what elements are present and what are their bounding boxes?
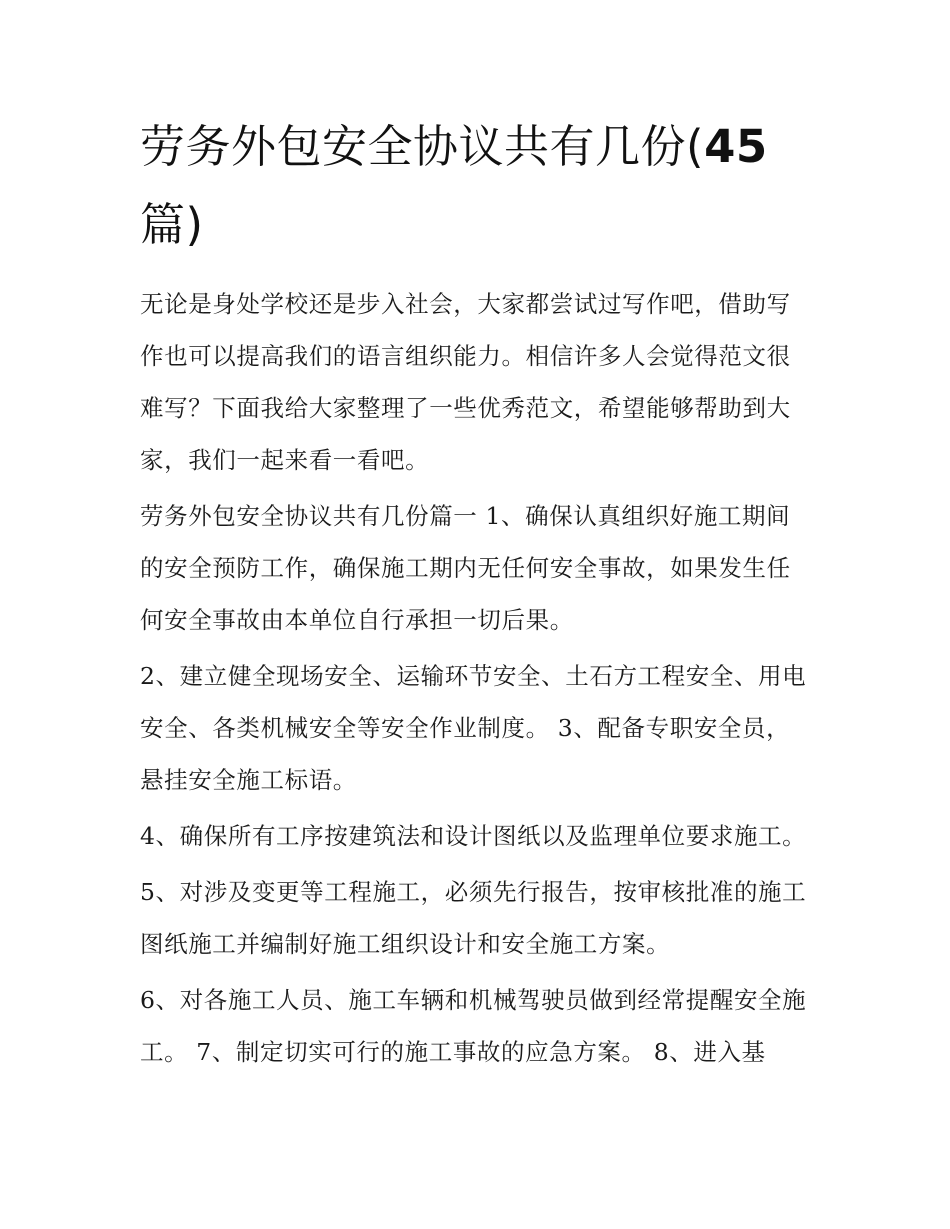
- intro-paragraph: 无论是身处学校还是步入社会，大家都尝试过写作吧，借助写作也可以提高我们的语言组织能力。相信许多人会觉得范文很难写？下面我给大家整理了一些优秀范文，希望能够帮助到大家，我们一起来看一看吧。: [140, 290, 791, 474]
- document-body: [140, 108, 812, 1082]
- clause-4-paragraph: 4、确保所有工序按建筑法和设计图纸以及监理单位要求施工。: [140, 822, 807, 850]
- clause-6-paragraph: 6、对各施工人员、施工车辆和机械驾驶员做到经常提醒安全施工。 7、制定切实可行的施工事故的应急方案。 8、进入基: [140, 986, 807, 1066]
- title-suffix: 篇): [140, 198, 204, 251]
- title-count: 45: [704, 120, 768, 173]
- clause-5-paragraph: 5、对涉及变更等工程施工，必须先行报告，按审核批准的施工图纸施工并编制好施工组织设计和安全施工方案。: [140, 878, 807, 958]
- clause-2-paragraph: 2、建立健全现场安全、运输环节安全、土石方工程安全、用电安全、各类机械安全等安全作业制度。 3、配备专职安全员，悬挂安全施工标语。: [140, 662, 807, 794]
- document-title: [140, 108, 812, 264]
- title-text: 劳务外包安全协议共有几份(: [140, 120, 705, 173]
- section-one-paragraph: 劳务外包安全协议共有几份篇一 1、确保认真组织好施工期间的安全预防工作，确保施工期内无任何安全事故，如果发生任何安全事故由本单位自行承担一切后果。: [140, 502, 791, 634]
